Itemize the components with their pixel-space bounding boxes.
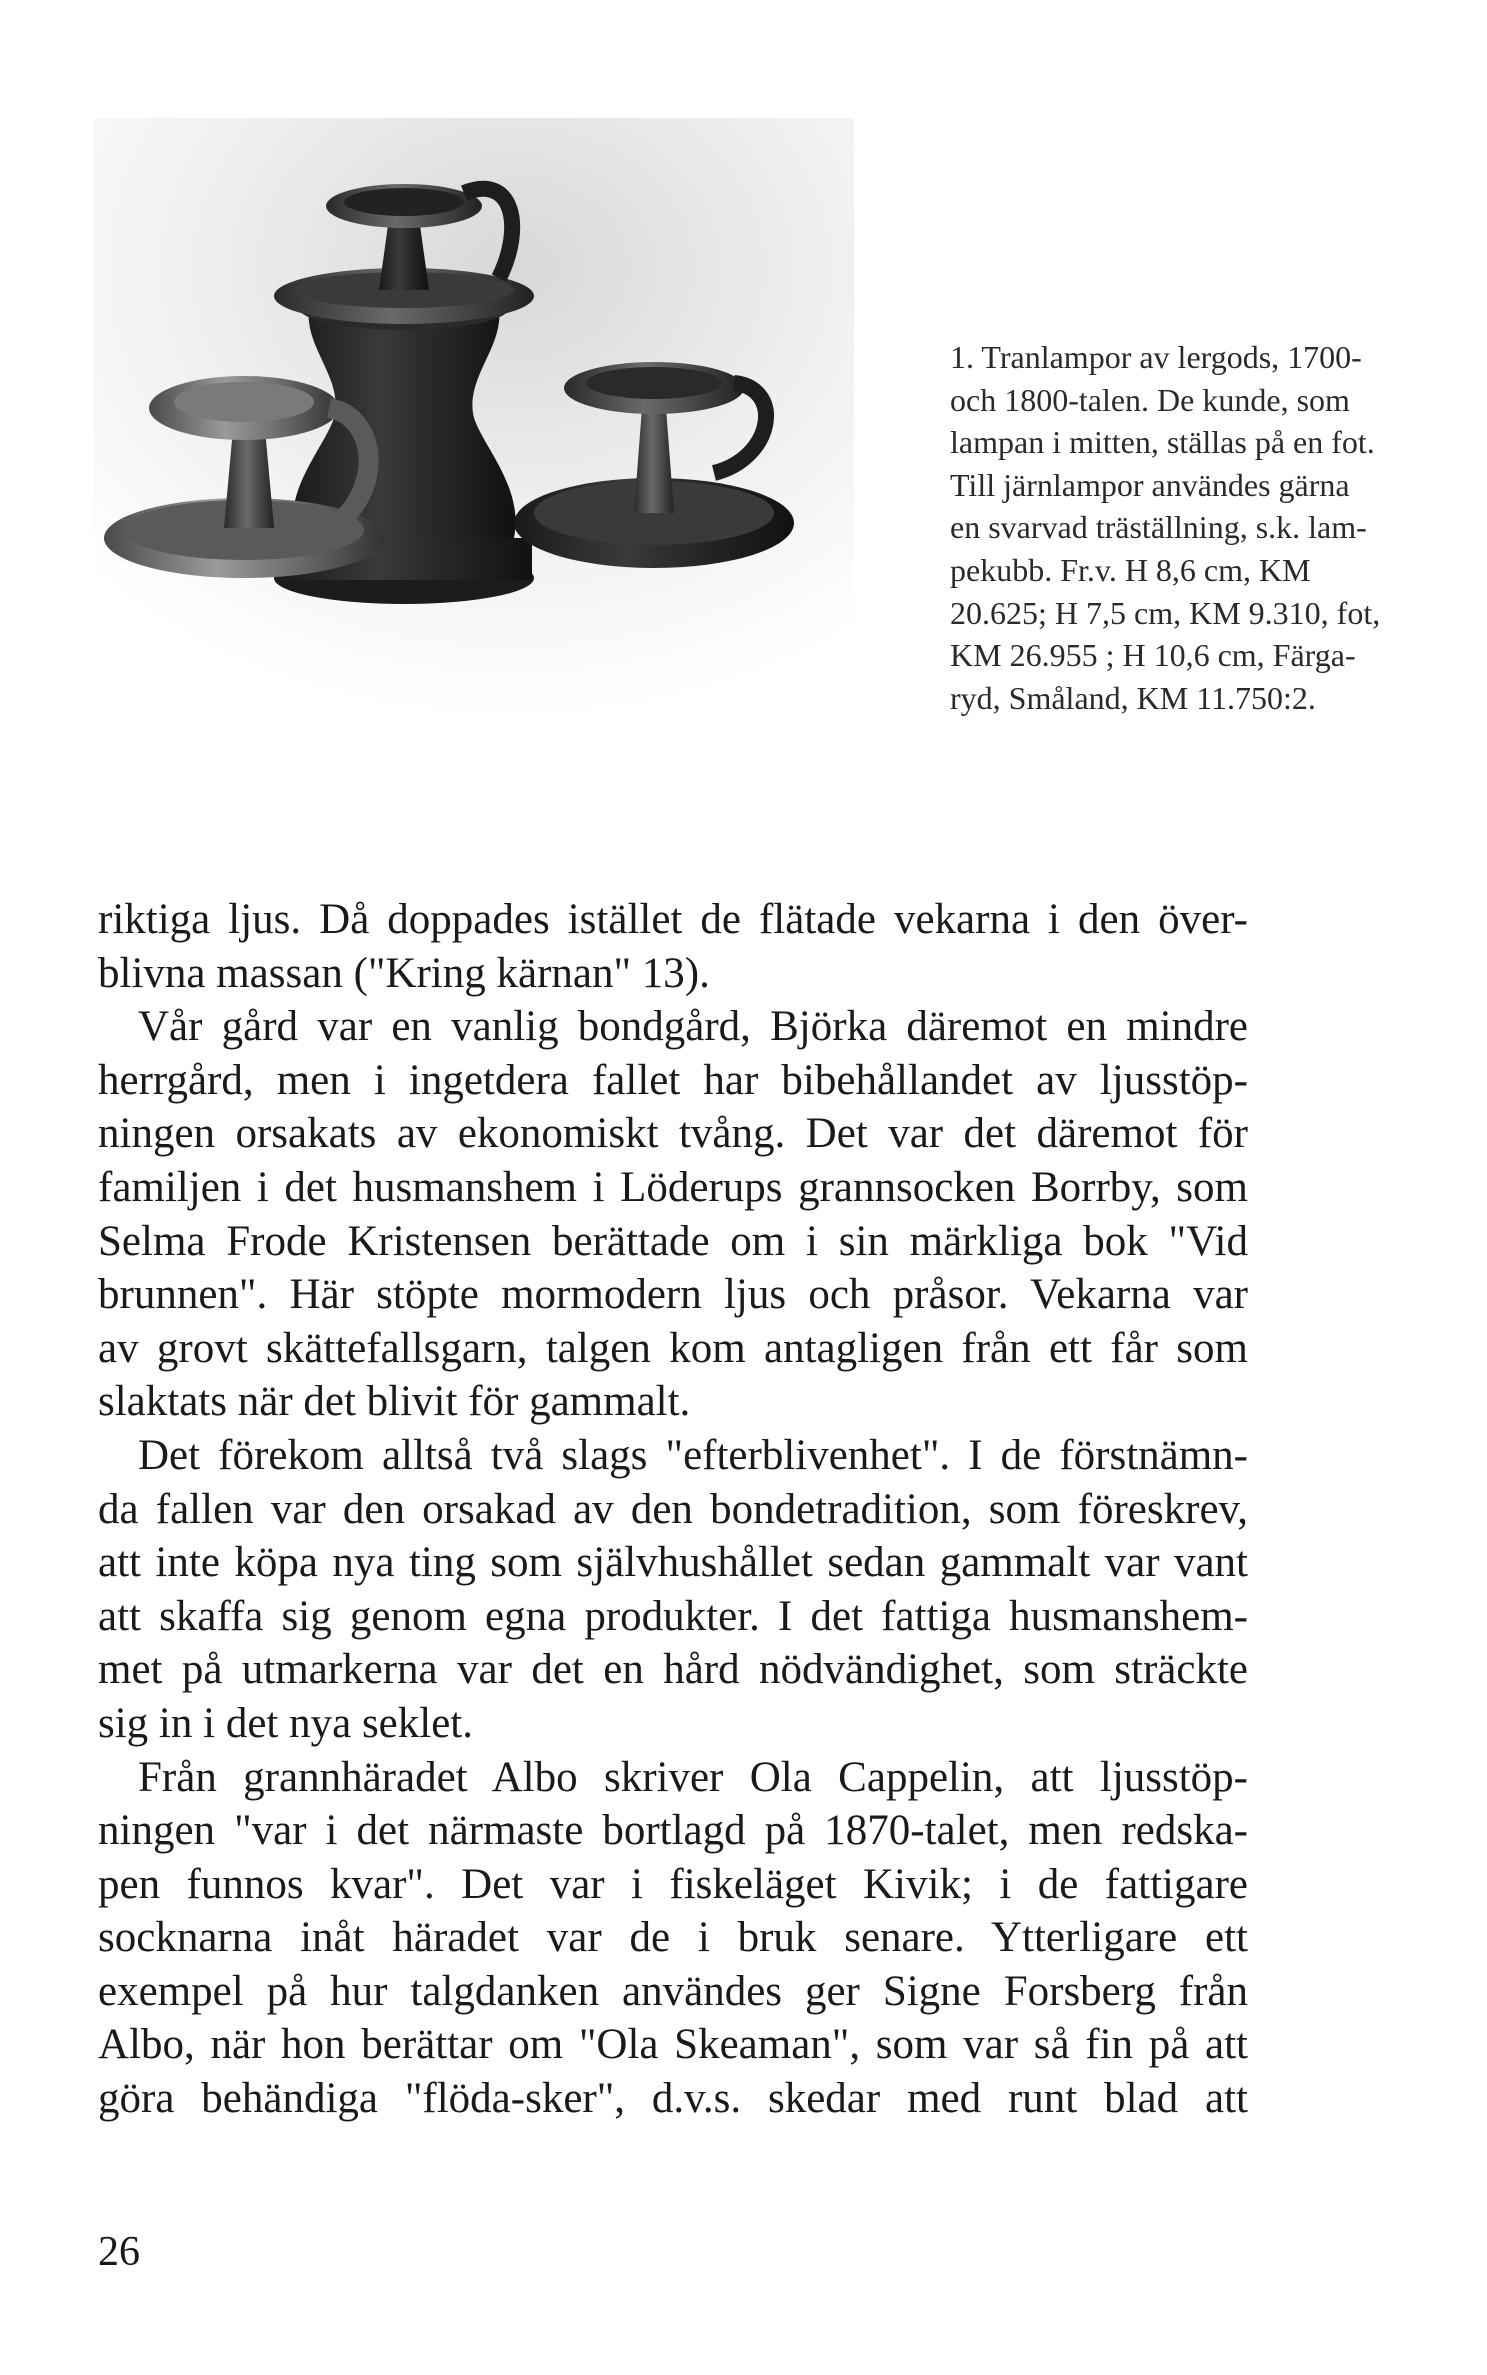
body-line: Från grannhäradet Albo skriver Ola Cappelin, att ljusstöp- <box>138 1753 1248 1801</box>
body-line: Albo, när hon berättar om "Ola Skeaman", som var så fin på att <box>98 2021 1248 2069</box>
page-number: 26 <box>98 2229 140 2275</box>
body-line: slaktats när det blivit för gammalt. <box>98 1378 691 1426</box>
body-line: da fallen var den orsakad av den bondetradition, som föreskrev, <box>98 1485 1248 1533</box>
body-line: av grovt skättefallsgarn, talgen kom antagligen från ett får som <box>98 1324 1248 1372</box>
body-line: Vår gård var en vanlig bondgård, Björka däremot en mindre <box>138 1003 1248 1051</box>
caption-line: Till järnlampor användes gärna <box>950 466 1350 503</box>
body-line: socknarna inåt häradet var de i bruk senare. Ytterligare ett <box>98 1914 1248 1962</box>
body-line: blivna massan ("Kring kärnan" 13). <box>98 949 710 997</box>
body-line: ningen orsakats av ekonomiskt tvång. Det var det däremot för <box>98 1110 1248 1158</box>
caption-line: 1. Tranlampor av lergods, 1700- <box>950 339 1362 375</box>
body-line: herrgård, men i ingetdera fallet har bibehållandet av ljusstöp- <box>98 1056 1248 1104</box>
figure-photo-oil-lamps <box>94 118 854 718</box>
caption-line: KM 26.955 ; H 10,6 cm, Färga- <box>950 637 1356 674</box>
body-line: exempel på hur talgdanken användes ger Signe Forsberg från <box>98 1967 1248 2015</box>
body-line: familjen i det husmanshem i Löderups grannsocken Borrby, som <box>98 1163 1248 1211</box>
caption-line: lampan i mitten, ställas på en fot. <box>950 424 1375 461</box>
body-line: Selma Frode Kristensen berättade om i sin märkliga bok "Vid <box>98 1217 1248 1265</box>
body-line: pen funnos kvar". Det var i fiskeläget Kivik; i de fattigare <box>98 1860 1248 1908</box>
body-text <box>98 893 1248 2126</box>
body-line: göra behändiga "flöda-sker", d.v.s. skedar med runt blad att <box>98 2075 1248 2123</box>
body-line: brunnen". Här stöpte mormodern ljus och pråsor. Vekarna var <box>98 1271 1248 1319</box>
caption-line: pekubb. Fr.v. H 8,6 cm, KM <box>950 551 1311 588</box>
body-line: att skaffa sig genom egna produkter. I det fattiga husmanshem- <box>98 1592 1248 1640</box>
body-line: riktiga ljus. Då doppades istället de flätade vekarna i den över- <box>98 896 1248 943</box>
caption-line: en svarvad träställning, s.k. lam- <box>950 509 1367 546</box>
figure-caption <box>950 336 1450 719</box>
body-line: sig in i det nya seklet. <box>98 1699 473 1747</box>
body-line: Det förekom alltså två slags "efterblivenhet". I de förstnämn- <box>138 1431 1248 1479</box>
caption-line: 20.625; H 7,5 cm, KM 9.310, fot, <box>950 594 1381 631</box>
body-line: att inte köpa nya ting som självhushållet sedan gammalt var vant <box>98 1539 1248 1587</box>
body-line: met på utmarkerna var det en hård nödvändighet, som sträckte <box>98 1646 1248 1694</box>
body-line: ningen "var i det närmaste bortlagd på 1870-talet, men redska- <box>98 1807 1248 1855</box>
caption-line: ryd, Småland, KM 11.750:2. <box>950 679 1316 716</box>
caption-line: och 1800-talen. De kunde, som <box>950 381 1350 418</box>
